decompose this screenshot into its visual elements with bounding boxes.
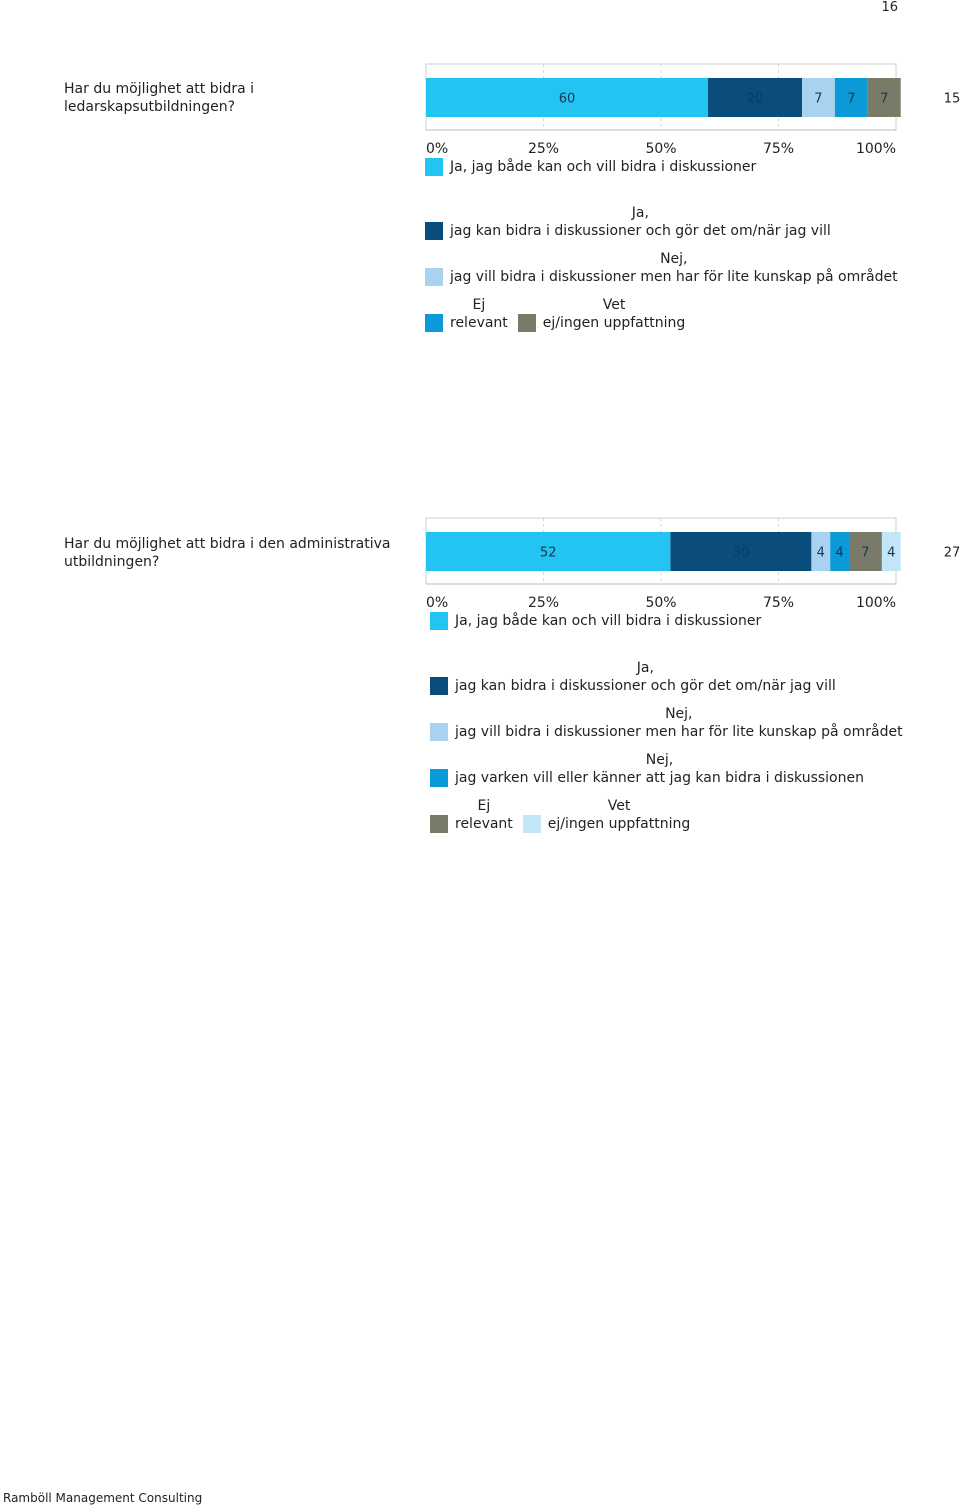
legend-item <box>430 751 864 787</box>
bar-value-label: 7 <box>847 91 856 107</box>
legend-label: Nej, jag varken vill eller känner att jag kan bidra i diskussionen <box>455 752 864 786</box>
legend-row <box>430 659 846 695</box>
bar-value-label: 4 <box>816 545 825 561</box>
tick-label: 50% <box>645 141 677 157</box>
question-title: Har du möjlighet att bidra i den administrativa utbildningen? <box>64 536 391 570</box>
tick-label: 75% <box>762 141 795 157</box>
legend-item <box>430 612 761 630</box>
respondent-count: 15 <box>943 91 960 107</box>
legend-swatch <box>430 769 448 787</box>
tick-label: 25% <box>527 595 560 611</box>
legend-item <box>430 705 903 741</box>
bar-value-label: 4 <box>887 545 896 561</box>
tick-label: 50% <box>645 595 677 611</box>
tick-label: 0% <box>426 141 449 157</box>
bar-value-label: 4 <box>835 545 844 561</box>
legend-label: Ja, jag kan bidra i diskussioner och gör det om/när jag vill <box>450 205 831 239</box>
bar-value-label: 20 <box>746 91 764 107</box>
legend-row <box>430 751 874 787</box>
footer: Ramböll Management Consulting <box>3 1491 203 1505</box>
tick-label: 75% <box>762 595 795 611</box>
tick-label: 0% <box>426 595 449 611</box>
legend-label: Vet ej/ingen uppfattning <box>547 798 691 832</box>
legend-swatch <box>430 612 448 630</box>
bar-value-label: 60 <box>558 91 576 107</box>
legend-item <box>430 797 513 833</box>
tick-label: 100% <box>855 595 896 611</box>
page-number: 16 <box>881 0 898 15</box>
legend-label: Ja, jag kan bidra i diskussioner och gör det om/när jag vill <box>455 660 836 694</box>
legend-label: Ej relevant <box>455 798 513 832</box>
legend-swatch <box>523 815 541 833</box>
legend-row <box>430 612 771 630</box>
legend <box>430 612 950 832</box>
legend-label: Ja, jag både kan och vill bidra i diskussioner <box>450 159 757 175</box>
tick-label: 100% <box>855 141 896 157</box>
legend-item <box>430 659 836 695</box>
question-title: Har du möjlighet att bidra i ledarskapsutbildningen? <box>64 81 255 115</box>
bar-value-label: 7 <box>814 91 823 107</box>
bar-value-label: 7 <box>880 91 889 107</box>
legend-row <box>430 797 700 833</box>
legend-swatch <box>430 815 448 833</box>
bar-value-label: 52 <box>539 545 557 561</box>
bar-value-label: 30 <box>732 545 750 561</box>
respondent-count: 27 <box>943 545 960 561</box>
stacked-bar-chart <box>0 0 960 615</box>
legend-swatch <box>430 723 448 741</box>
legend-label: Ej relevant <box>450 297 508 331</box>
legend-row <box>430 705 913 741</box>
legend-swatch <box>430 677 448 695</box>
legend-label: Nej, jag vill bidra i diskussioner men har för lite kunskap på området <box>455 706 903 740</box>
legend-item <box>523 797 690 833</box>
tick-label: 25% <box>527 141 560 157</box>
legend-label: Vet ej/ingen uppfattning <box>542 297 686 331</box>
legend-label: Nej, jag vill bidra i diskussioner men har för lite kunskap på området <box>450 251 898 285</box>
legend-label: Ja, jag både kan och vill bidra i diskussioner <box>455 613 762 629</box>
bar-value-label: 7 <box>861 545 870 561</box>
